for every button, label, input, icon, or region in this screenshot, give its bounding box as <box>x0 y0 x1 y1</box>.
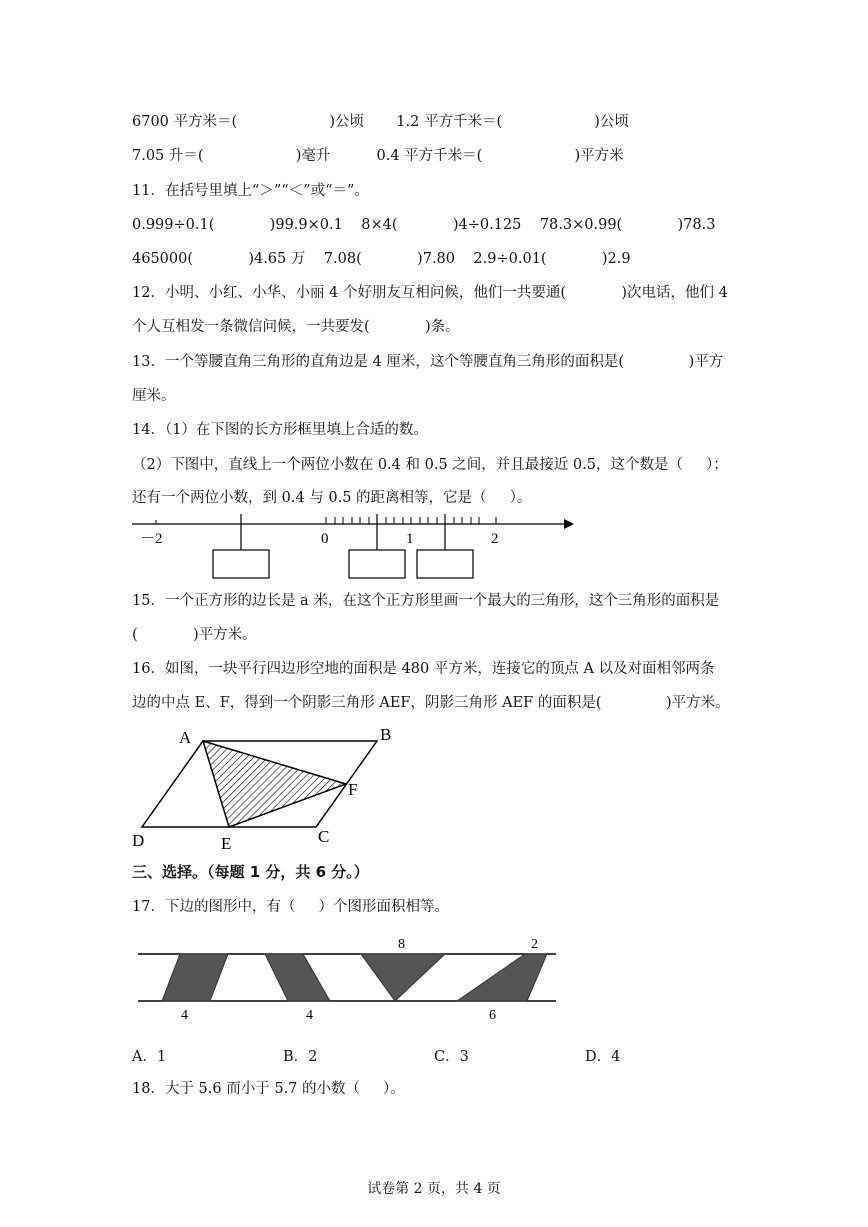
q17-label-8: 8 <box>398 937 405 952</box>
parallelogram-figure <box>128 720 408 855</box>
question-11-title: 11．在括号里填上“＞”“＜”或“＝”。 <box>132 183 369 199</box>
line-conversion-1: 6700 平方米＝( )公顷 1.2 平方千米＝( )公顷 <box>132 114 629 130</box>
option-C[interactable]: C．3 <box>434 1049 469 1065</box>
numberline-label-neg2: －2 <box>140 531 163 547</box>
page-footer: 试卷第 2 页，共 4 页 <box>367 1181 501 1197</box>
line-conversion-2: 7.05 升＝( )毫升 0.4 平方千米＝( )平方米 <box>132 148 624 164</box>
number-line-figure <box>128 510 578 590</box>
question-18: 18．大于 5.6 而小于 5.7 的小数（ ）。 <box>132 1081 405 1097</box>
question-17: 17．下边的图形中，有（ ）个图形面积相等。 <box>132 899 449 915</box>
question-15-line-2: ( )平方米。 <box>132 627 257 643</box>
vertex-label-D: D <box>132 831 145 850</box>
question-14-line-1: 14．（1）在下图的长方形框里填上合适的数。 <box>132 422 428 438</box>
question-11-row-2: 465000( )4.65 万 7.08( )7.80 2.9÷0.01( )2.9 <box>132 251 631 267</box>
q17-label-6: 6 <box>489 1008 496 1023</box>
section-3-heading: 三、选择。（每题 1 分，共 6 分。） <box>132 863 369 881</box>
numberline-label-1: 1 <box>406 531 414 547</box>
vertex-label-C: C <box>318 827 330 846</box>
numberline-label-0: 0 <box>321 531 329 547</box>
question-12-line-2: 个人互相发一条微信问候，一共要发( )条。 <box>132 319 460 335</box>
question-16-line-2: 边的中点 E、F，得到一个阴影三角形 AEF，阴影三角形 AEF 的面积是( )平方米。 <box>132 695 730 711</box>
question-15-line-1: 15．一个正方形的边长是 a 米，在这个正方形里画一个最大的三角形，这个三角形的面积是 <box>132 593 720 609</box>
question-14-line-3: 还有一个两位小数，到 0.4 与 0.5 的距离相等，它是（ ）。 <box>132 490 532 506</box>
vertex-label-B: B <box>380 725 392 744</box>
q17-label-4a: 4 <box>181 1008 188 1023</box>
question-12-line-1: 12．小明、小红、小华、小丽 4 个好朋友互相问候，他们一共要通( )次电话，他们 4 <box>132 285 728 301</box>
q17-label-4b: 4 <box>306 1008 313 1023</box>
question-14-line-2: （2）下图中，直线上一个两位小数在 0.4 和 0.5 之间，并且最接近 0.5，这个数是（ ）； <box>132 457 728 473</box>
vertex-label-E: E <box>221 834 232 853</box>
vertex-label-A: A <box>179 728 192 747</box>
numberline-label-2: 2 <box>491 531 499 547</box>
option-D[interactable]: D．4 <box>585 1049 621 1065</box>
option-B[interactable]: B．2 <box>283 1049 318 1065</box>
option-A[interactable]: A．1 <box>132 1049 167 1065</box>
question-13-line-2: 厘米。 <box>132 388 176 404</box>
question-16-line-1: 16．如图，一块平行四边形空地的面积是 480 平方米，连接它的顶点 A 以及对面相邻两条 <box>132 661 715 677</box>
q17-shapes-figure <box>128 930 568 1030</box>
q17-label-2: 2 <box>531 937 538 952</box>
question-13-line-1: 13．一个等腰直角三角形的直角边是 4 厘米，这个等腰直角三角形的面积是( )平方 <box>132 354 724 370</box>
vertex-label-F: F <box>348 780 358 799</box>
question-11-row-1: 0.999÷0.1( )99.9×0.1 8×4( )4÷0.125 78.3×0.99( )78.3 <box>132 217 716 233</box>
